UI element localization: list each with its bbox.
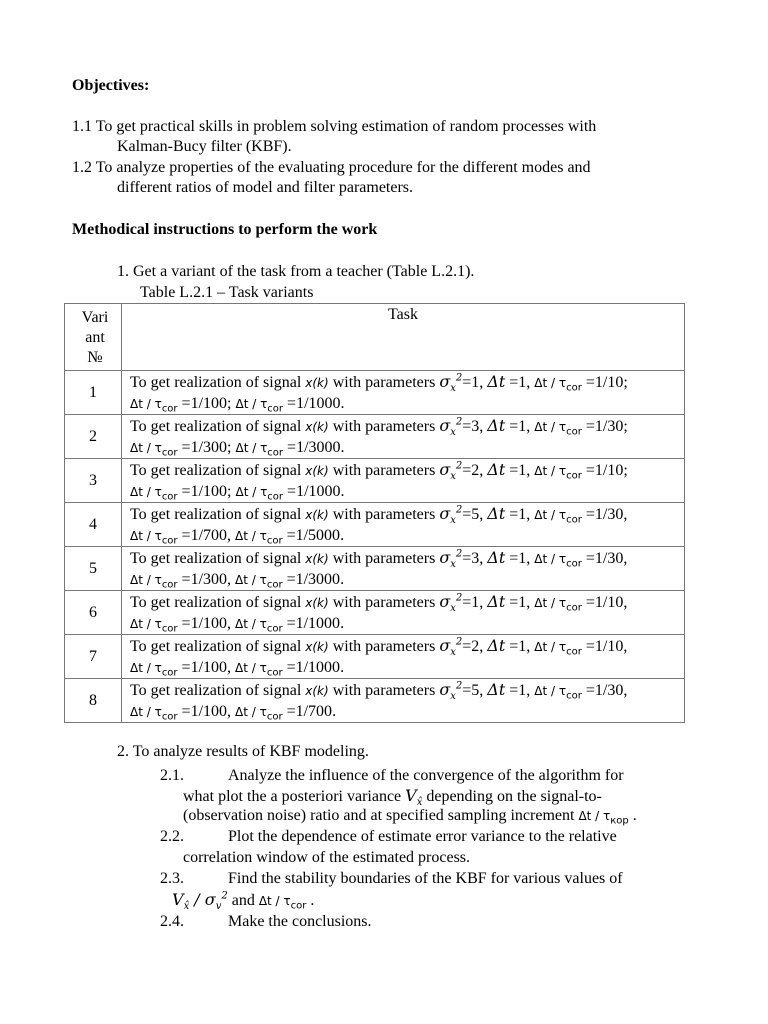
ratio-3-value: 1/1000 <box>296 395 341 412</box>
ratio-symbol: Δt / $\tau_{cor}$ <box>534 464 582 482</box>
ratio-symbol: Δt / $\tau_{cor}$ <box>130 573 178 591</box>
variant-cell: 8 <box>65 679 122 723</box>
task-params: with parameters <box>332 462 436 479</box>
delta-t-value: 1 <box>518 506 527 523</box>
sampling-ratio-symbol: Δt / $\tau_{кор}$ <box>578 809 629 827</box>
methodical-heading: Methodical instructions to perform the work <box>72 221 378 238</box>
ratio-separator: , <box>623 682 628 699</box>
sigma-symbol: $\sigma_x^2$ <box>439 680 463 703</box>
item-2-1-text-b: depending on the signal-to- <box>426 788 602 805</box>
variant-cell: 2 <box>65 415 122 459</box>
item-2-1-number: 2.1. <box>160 767 184 784</box>
delta-t-value: 1 <box>518 418 527 435</box>
ratio-symbol: Δt / $\tau_{cor}$ <box>235 661 283 679</box>
variant-cell: 1 <box>65 371 122 415</box>
sigma-symbol: $\sigma_x^2$ <box>439 548 463 571</box>
signal-symbol: x(k) <box>305 464 329 478</box>
ratio-2-value: 1/100 <box>190 615 228 632</box>
task-line-1: To get realization of signal x(k) with parameters $\sigma_x^2=2$, Δt =1, $\Delta t / \tau_{cor} =1/10$, <box>130 636 628 659</box>
task-prefix: To get realization of signal <box>130 462 302 479</box>
table-row <box>65 415 685 459</box>
delta-t-symbol: Δt <box>487 548 506 567</box>
item-2-3-and: and <box>231 892 255 909</box>
task-line-1: To get realization of signal x(k) with parameters $\sigma_x^2=1$, Δt =1, $\Delta t / \tau_{cor} =1/10$; <box>130 372 628 395</box>
ratio-2-value: 1/300 <box>190 571 228 588</box>
delta-t-value: 1 <box>518 550 527 567</box>
signal-symbol: x(k) <box>305 508 329 522</box>
task-params: with parameters <box>332 594 436 611</box>
item-2-4-line1: Make the conclusions. <box>228 913 372 930</box>
ratio-1-value: 1/30 <box>594 682 624 699</box>
ratio-symbol: Δt / $\tau_{cor}$ <box>130 705 178 723</box>
task-line-2: $\Delta t / \tau_{cor} =1/300$, $\Delta t / \tau_{cor} =1/3000$. <box>130 571 345 591</box>
ratio-symbol: Δt / $\tau_{cor}$ <box>235 705 283 723</box>
row-end: . <box>340 571 345 588</box>
ratio-separator: , <box>227 615 232 632</box>
ratio-3-value: 1/1000 <box>295 615 341 632</box>
delta-t-symbol: Δt <box>487 636 506 655</box>
ratio-separator: , <box>227 659 232 676</box>
step-2: 2. To analyze results of KBF modeling. <box>117 743 369 760</box>
ratio-1-value: 1/30 <box>594 550 624 567</box>
variant-cell: 6 <box>65 591 122 635</box>
task-prefix: To get realization of signal <box>130 506 302 523</box>
variant-cell: 4 <box>65 503 122 547</box>
task-cell <box>122 591 685 635</box>
ratio-3-value: 1/700 <box>295 703 333 720</box>
row-end: . <box>340 395 345 412</box>
task-prefix: To get realization of signal <box>130 418 302 435</box>
task-line-1: To get realization of signal x(k) with parameters $\sigma_x^2=1$, Δt =1, $\Delta t / \tau_{cor} =1/10$, <box>130 592 628 615</box>
ratio-symbol: Δt / $\tau_{cor}$ <box>534 596 582 614</box>
ratio-separator: , <box>623 594 628 611</box>
ratio-separator: ; <box>227 395 232 412</box>
row-end: . <box>340 615 345 632</box>
row-end: . <box>340 439 345 456</box>
task-line-2: $\Delta t / \tau_{cor} =1/100$; $\Delta t / \tau_{cor} =1/1000$. <box>130 483 345 503</box>
task-cell <box>122 459 685 503</box>
ratio-separator: , <box>227 703 232 720</box>
ratio-1-value: 1/10 <box>594 594 624 611</box>
ratio-symbol: Δt / $\tau_{cor}$ <box>130 617 178 635</box>
sigma-value: 3 <box>471 550 480 567</box>
task-cell <box>122 503 685 547</box>
signal-symbol: x(k) <box>305 376 329 390</box>
signal-symbol: x(k) <box>305 640 329 654</box>
task-prefix: To get realization of signal <box>130 638 302 655</box>
ratio-separator: , <box>623 550 628 567</box>
table-row <box>65 635 685 679</box>
table-row <box>65 503 685 547</box>
delta-t-symbol: Δt <box>487 592 506 611</box>
sigma-symbol: $\sigma_x^2$ <box>439 504 463 527</box>
ratio-separator: ; <box>227 483 232 500</box>
ratio-3-value: 1/3000 <box>295 571 341 588</box>
table-header-row <box>65 304 685 371</box>
ratio-separator: ; <box>623 462 628 479</box>
variant-cell: 5 <box>65 547 122 591</box>
delta-t-symbol: Δt <box>487 460 506 479</box>
task-cell <box>122 371 685 415</box>
ratio-symbol: Δt / $\tau_{cor}$ <box>130 441 178 459</box>
ratio-symbol: Δt / $\tau_{cor}$ <box>534 508 582 526</box>
delta-t-symbol: Δt <box>487 416 506 435</box>
item-2-1-text-c: (observation noise) ratio and at specified sampling increment <box>183 807 575 824</box>
ratio-2-value: 1/100 <box>190 703 228 720</box>
ratio-symbol: Δt / $\tau_{cor}$ <box>534 684 582 702</box>
ratio-3-value: 1/3000 <box>296 439 341 456</box>
ratio-1-value: 1/10 <box>594 462 624 479</box>
task-line-1: To get realization of signal x(k) with parameters $\sigma_x^2=2$, Δt =1, $\Delta t / \tau_{cor} =1/10$; <box>130 460 628 483</box>
table-row <box>65 371 685 415</box>
delta-t-symbol: Δt <box>487 372 506 391</box>
item-2-1-line3: (observation noise) ratio and at specified sampling increment Δt / $\tau_{кор}$ . <box>183 807 637 827</box>
task-prefix: To get realization of signal <box>130 374 302 391</box>
ratio-separator: , <box>623 638 628 655</box>
ratio-3-value: 1/5000 <box>295 527 341 544</box>
signal-symbol: x(k) <box>305 596 329 610</box>
delta-t-symbol: Δt <box>487 680 506 699</box>
ratio-separator: , <box>227 571 232 588</box>
sigma-symbol: $\sigma_x^2$ <box>439 416 463 439</box>
ratio-separator: ; <box>623 374 628 391</box>
delta-t-value: 1 <box>518 374 527 391</box>
ratio-symbol: Δt / $\tau_{cor}$ <box>534 640 582 658</box>
task-prefix: To get realization of signal <box>130 682 302 699</box>
ratio-symbol: Δt / $\tau_{cor}$ <box>235 573 283 591</box>
task-line-2: $\Delta t / \tau_{cor} =1/100$, $\Delta t / \tau_{cor} =1/1000$. <box>130 659 345 679</box>
ratio-3-value: 1/1000 <box>295 659 341 676</box>
sigma-value: 1 <box>471 374 480 391</box>
ratio-1-value: 1/10 <box>594 374 624 391</box>
task-params: with parameters <box>332 638 436 655</box>
item-2-1-line1: Analyze the influence of the convergence of the algorithm for <box>228 767 624 784</box>
ratio-symbol: Δt / $\tau_{cor}$ <box>534 552 582 570</box>
item-2-3-line1: Find the stability boundaries of the KBF for various values of <box>228 870 623 887</box>
task-line-1: To get realization of signal x(k) with parameters $\sigma_x^2=3$, Δt =1, $\Delta t / \tau_{cor} =1/30$, <box>130 548 628 571</box>
ratio-symbol: Δt / $\tau_{cor}$ <box>130 397 178 415</box>
ratio-1-value: 1/30 <box>594 418 624 435</box>
item-2-3-number: 2.3. <box>160 870 184 887</box>
delta-t-value: 1 <box>518 462 527 479</box>
task-line-2: $\Delta t / \tau_{cor} =1/300$; $\Delta t / \tau_{cor} =1/3000$. <box>130 439 345 459</box>
header-variant-line: ant <box>85 329 105 346</box>
sigma-value: 5 <box>471 506 480 523</box>
ratio-2-value: 1/700 <box>190 527 228 544</box>
ratio-separator: ; <box>227 439 232 456</box>
item-2-2-line2: correlation window of the estimated process. <box>183 849 471 866</box>
delta-t-value: 1 <box>518 594 527 611</box>
sigma-value: 2 <box>471 638 480 655</box>
task-line-2: $\Delta t / \tau_{cor} =1/100$, $\Delta t / \tau_{cor} =1/1000$. <box>130 615 345 635</box>
ratio-symbol: Δt / $\tau_{cor}$ <box>130 661 178 679</box>
objective-1-2-line1: 1.2 To analyze properties of the evaluating procedure for the different modes and <box>72 159 591 176</box>
ratio-2-value: 1/100 <box>190 659 228 676</box>
table-row <box>65 679 685 723</box>
ratio-2-value: 1/300 <box>190 439 228 456</box>
variant-cell: 3 <box>65 459 122 503</box>
task-cell <box>122 547 685 591</box>
item-2-2-number: 2.2. <box>160 828 184 845</box>
header-variant-line: Vari <box>81 309 109 326</box>
task-params: with parameters <box>332 418 436 435</box>
task-cell <box>122 635 685 679</box>
ratio-separator: , <box>227 527 232 544</box>
ratio-symbol: Δt / $\tau_{cor}$ <box>235 485 284 503</box>
delta-t-symbol: Δt <box>487 504 506 523</box>
ratio-separator: , <box>623 506 628 523</box>
step-1: 1. Get a variant of the task from a teacher (Table L.2.1). <box>117 263 475 280</box>
row-end: . <box>332 703 337 720</box>
sigma-value: 2 <box>471 462 480 479</box>
task-line-1: To get realization of signal x(k) with parameters $\sigma_x^2=5$, Δt =1, $\Delta t / \tau_{cor} =1/30$, <box>130 504 628 527</box>
task-prefix: To get realization of signal <box>130 550 302 567</box>
task-line-2: $\Delta t / \tau_{cor} =1/700$, $\Delta t / \tau_{cor} =1/5000$. <box>130 527 345 547</box>
ratio-symbol: Δt / $\tau_{cor}$ <box>235 529 283 547</box>
task-cell <box>122 679 685 723</box>
ratio-3-value: 1/1000 <box>296 483 341 500</box>
item-2-3-line2: $V_{x̂} / \sigma_v^2$ and Δt / $\tau_{cor}$ . <box>172 890 315 913</box>
task-prefix: To get realization of signal <box>130 594 302 611</box>
sigma-symbol: $\sigma_x^2$ <box>439 372 463 395</box>
header-variant-line: № <box>87 349 103 366</box>
delta-t-value: 1 <box>518 682 527 699</box>
ratio-symbol: Δt / $\tau_{cor}$ <box>130 529 178 547</box>
ratio-1-value: 1/10 <box>594 638 624 655</box>
task-variants-table <box>64 303 685 723</box>
ratio-2-value: 1/100 <box>190 483 228 500</box>
ratio-symbol: Δt / $\tau_{cor}$ <box>534 376 582 394</box>
signal-symbol: x(k) <box>305 684 329 698</box>
ratio-1-value: 1/30 <box>594 506 624 523</box>
task-params: with parameters <box>332 374 436 391</box>
table-row <box>65 459 685 503</box>
objectives-heading: Objectives: <box>72 77 150 94</box>
row-end: . <box>340 659 345 676</box>
item-2-1-text-a: what plot the a posteriori variance <box>183 788 402 805</box>
sigma-value: 5 <box>471 682 480 699</box>
header-task: Task <box>122 304 685 371</box>
ratio-symbol: Δt / $\tau_{cor}$ <box>235 617 283 635</box>
item-2-4-number: 2.4. <box>160 913 184 930</box>
variant-cell: 7 <box>65 635 122 679</box>
sigma-symbol: $\sigma_x^2$ <box>439 592 463 615</box>
task-params: with parameters <box>332 506 436 523</box>
ratio-symbol: Δt / $\tau_{cor}$ <box>235 441 284 459</box>
row-end: . <box>340 483 345 500</box>
ratio-symbol: Δt / $\tau_{cor}$ <box>235 397 284 415</box>
task-line-2: $\Delta t / \tau_{cor} =1/100$, $\Delta t / \tau_{cor} =1/700$. <box>130 703 337 723</box>
dt-tau-cor-symbol: Δt / $\tau_{cor}$ <box>258 894 307 912</box>
objective-1-1-line1: 1.1 To get practical skills in problem solving estimation of random processes with <box>72 118 597 135</box>
table-row <box>65 547 685 591</box>
table-caption: Table L.2.1 – Task variants <box>140 284 314 301</box>
table-row <box>65 591 685 635</box>
variance-ratio-symbol: $V_{x̂} / \sigma_v^2$ <box>172 890 228 913</box>
signal-symbol: x(k) <box>305 420 329 434</box>
item-2-2-line1: Plot the dependence of estimate error variance to the relative <box>228 828 617 845</box>
item-2-1-line2 <box>183 786 602 807</box>
task-line-1: To get realization of signal x(k) with parameters $\sigma_x^2=5$, Δt =1, $\Delta t / \tau_{cor} =1/30$, <box>130 680 628 703</box>
task-params: with parameters <box>332 682 436 699</box>
sigma-symbol: $\sigma_x^2$ <box>439 460 463 483</box>
sigma-value: 3 <box>471 418 480 435</box>
ratio-2-value: 1/100 <box>190 395 228 412</box>
task-cell <box>122 415 685 459</box>
header-variant <box>65 304 122 371</box>
sigma-symbol: $\sigma_x^2$ <box>439 636 463 659</box>
ratio-separator: ; <box>623 418 628 435</box>
ratio-symbol: Δt / $\tau_{cor}$ <box>534 420 582 438</box>
sigma-value: 1 <box>471 594 480 611</box>
delta-t-value: 1 <box>518 638 527 655</box>
ratio-symbol: Δt / $\tau_{cor}$ <box>130 485 178 503</box>
row-end: . <box>340 527 345 544</box>
task-line-1: To get realization of signal x(k) with parameters $\sigma_x^2=3$, Δt =1, $\Delta t / \tau_{cor} =1/30$; <box>130 416 628 439</box>
posterior-variance-symbol: $V_{x̂}$ <box>405 786 423 809</box>
objective-1-2-line2: different ratios of model and filter parameters. <box>117 179 414 196</box>
signal-symbol: x(k) <box>305 552 329 566</box>
task-line-2: $\Delta t / \tau_{cor} =1/100$; $\Delta t / \tau_{cor} =1/1000$. <box>130 395 345 415</box>
task-params: with parameters <box>332 550 436 567</box>
objective-1-1-line2: Kalman-Bucy filter (KBF). <box>117 138 292 155</box>
